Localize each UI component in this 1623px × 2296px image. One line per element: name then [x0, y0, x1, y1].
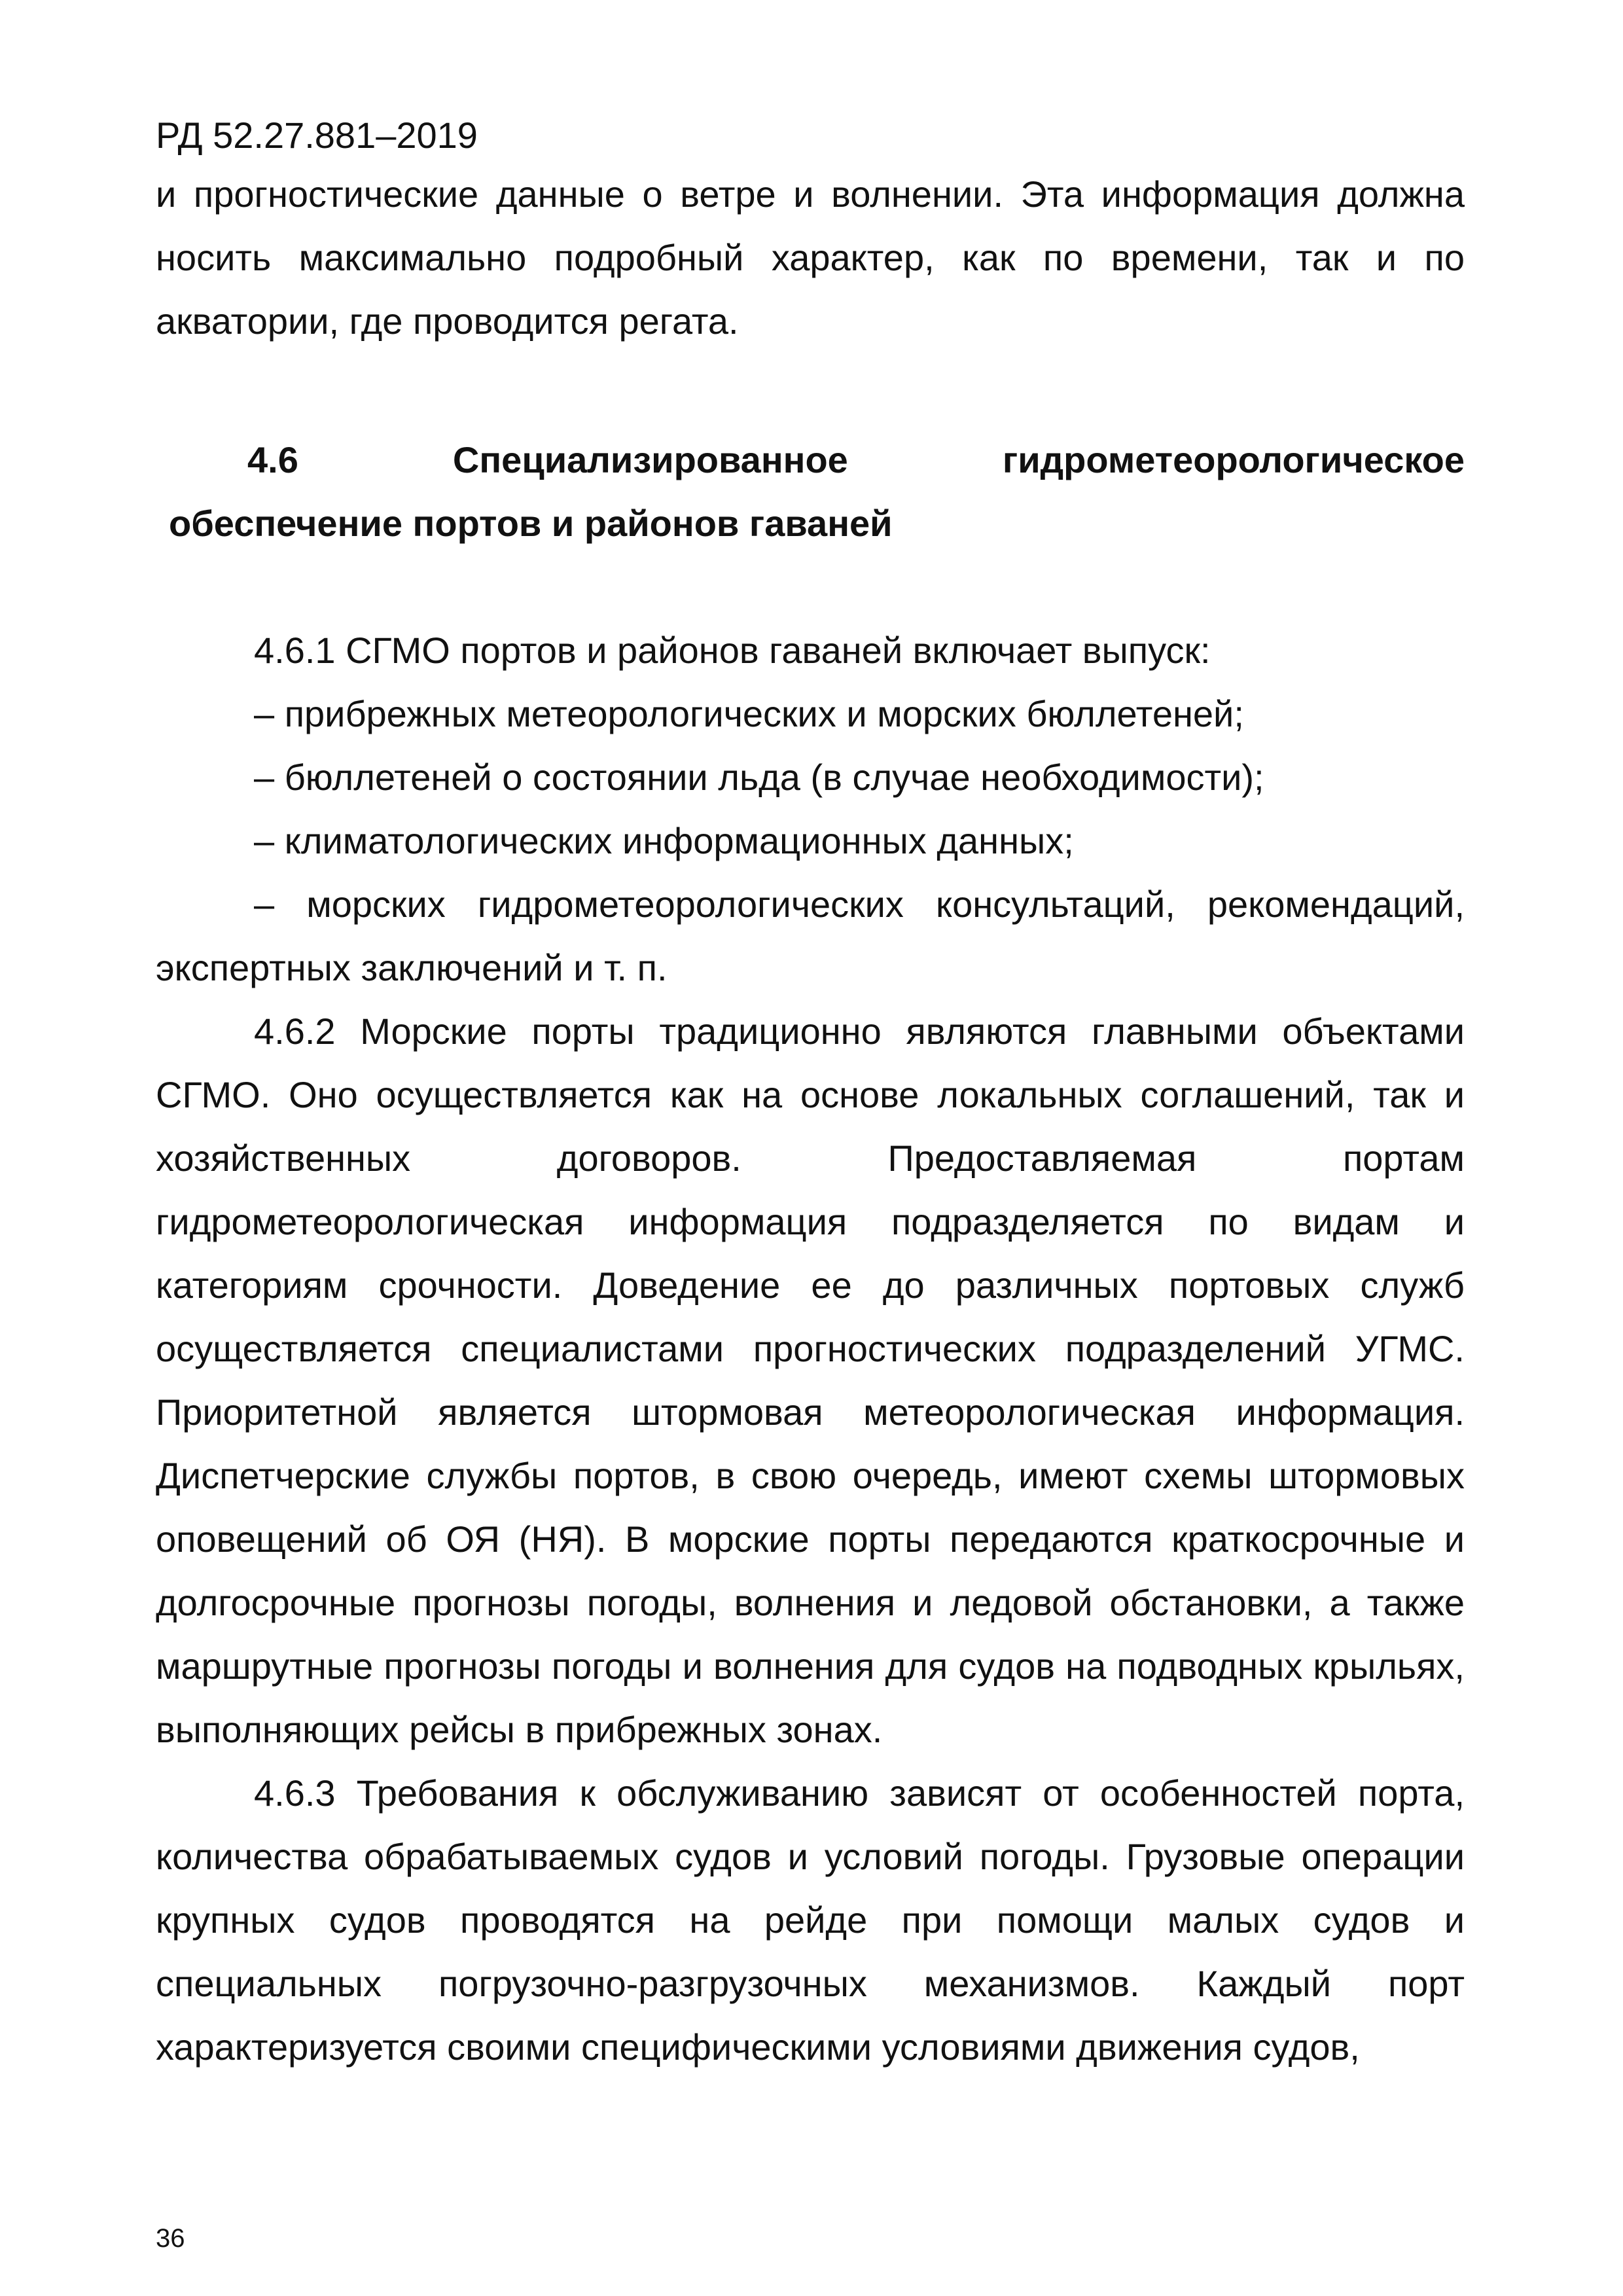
paragraph-4-6-2: 4.6.2 Морские порты традиционно являются главными объектами СГМО. Оно осуществляется как на основе локальных соглашений, так и хозяйственных договоров. Предоставляемая портам гидрометеорологическая информация подразделяется по видам и категориям срочности. Доведение ее до различных портовых служб осуществляется специалистами прогностических подразделений УГМС. Приоритетной является штормовая метеорологическая информация. Диспетчерские службы портов, в свою очередь, имеют схемы штормовых оповещений об ОЯ (НЯ). В морские порты передаются краткосрочные и долгосрочные прогнозы погоды, волнения и ледовой обстановки, а также маршрутные прогнозы погоды и волнения для судов на подводных крыльях, выполняющих рейсы в прибрежных зонах. — [156, 1011, 1465, 1750]
section-body — [156, 619, 1465, 2079]
document-code-header: РД 52.27.881–2019 — [156, 115, 478, 156]
list-item: – морских гидрометеорологических консультаций, рекомендаций, экспертных заключений и т. п. — [156, 884, 1465, 988]
list-item: – климатологических информационных данных; — [254, 820, 1074, 861]
list-item: – прибрежных метеорологических и морских бюллетеней; — [254, 693, 1244, 734]
list-item: – бюллетеней о состоянии льда (в случае необходимости); — [254, 757, 1264, 798]
intro-text: и прогностические данные о ветре и волнении. Эта информация должна носить максимально подробный характер, как по времени, так и по акватории, где проводится регата. — [156, 173, 1465, 342]
paragraph-4-6-1: 4.6.1 СГМО портов и районов гаваней включает выпуск: — [254, 630, 1211, 671]
paragraph-4-6-3: 4.6.3 Требования к обслуживанию зависят от особенностей порта, количества обрабатываемых судов и условий погоды. Грузовые операции крупных судов проводятся на рейде при помощи малых судов и специальных погрузочно-разгрузочных механизмов. Каждый порт характеризуется своими специфическими условиями движения судов, — [156, 1772, 1465, 2068]
section-heading-word2: гидрометеорологическое — [1002, 439, 1465, 480]
section-heading-line2: обеспечение портов и районов гаваней — [169, 503, 893, 544]
section-heading — [169, 428, 1465, 555]
intro-paragraph — [156, 162, 1465, 353]
section-heading-line1 — [169, 428, 1465, 492]
section-heading-word1: Специализированное — [452, 439, 848, 480]
section-number: 4.6 — [247, 439, 298, 480]
page-number: 36 — [156, 2224, 185, 2253]
